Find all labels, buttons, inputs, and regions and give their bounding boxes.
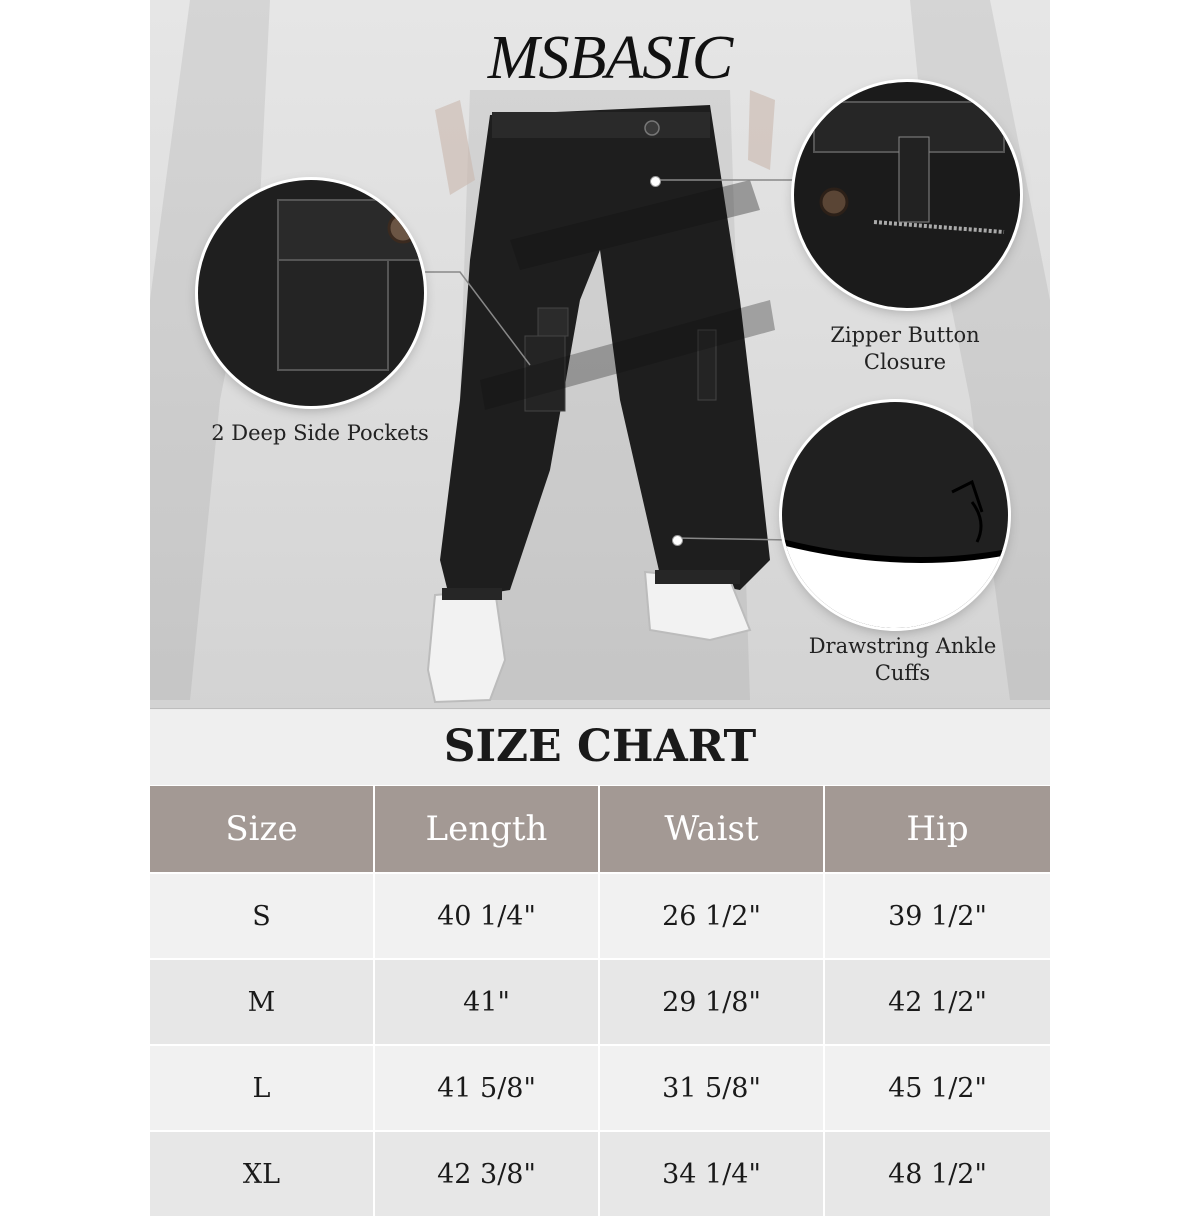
header-size: Size xyxy=(150,786,375,872)
cell-length: 41 5/8" xyxy=(375,1044,600,1130)
table-row xyxy=(150,1130,1050,1216)
cell-size: L xyxy=(150,1044,375,1130)
closure-detail-image xyxy=(794,82,1020,308)
table-row xyxy=(150,958,1050,1044)
cell-hip: 39 1/2" xyxy=(825,872,1050,958)
cuff-detail-image xyxy=(782,402,1008,628)
closure-label-line1: Zipper Button xyxy=(830,323,980,347)
cell-size: S xyxy=(150,872,375,958)
table-row xyxy=(150,872,1050,958)
header-waist: Waist xyxy=(600,786,825,872)
leader-dot-closure xyxy=(650,176,661,187)
cell-length: 42 3/8" xyxy=(375,1130,600,1216)
cell-hip: 42 1/2" xyxy=(825,958,1050,1044)
pockets-label: 2 Deep Side Pockets xyxy=(211,421,429,445)
cuffs-label-line2: Cuffs xyxy=(874,661,931,685)
size-chart-title: SIZE CHART xyxy=(443,721,757,772)
size-chart-header-row xyxy=(150,786,1050,872)
header-hip: Hip xyxy=(825,786,1050,872)
cuffs-label xyxy=(795,633,1010,687)
closure-label xyxy=(810,322,1000,376)
cell-length: 41" xyxy=(375,958,600,1044)
cell-waist: 31 5/8" xyxy=(600,1044,825,1130)
cell-hip: 48 1/2" xyxy=(825,1130,1050,1216)
brand-logo-text: MSBASIC xyxy=(487,24,733,92)
cell-waist: 34 1/4" xyxy=(600,1130,825,1216)
cell-waist: 26 1/2" xyxy=(600,872,825,958)
closure-label-line2: Closure xyxy=(863,350,947,374)
brand-logo xyxy=(440,18,780,98)
cell-length: 40 1/4" xyxy=(375,872,600,958)
cell-hip: 45 1/2" xyxy=(825,1044,1050,1130)
cell-waist: 29 1/8" xyxy=(600,958,825,1044)
cuffs-label-line1: Drawstring Ankle xyxy=(808,634,997,658)
header-length: Length xyxy=(375,786,600,872)
size-chart-table xyxy=(150,786,1050,1216)
cell-size: XL xyxy=(150,1130,375,1216)
leader-dot-cuff xyxy=(672,535,683,546)
cell-size: M xyxy=(150,958,375,1044)
pocket-detail-image xyxy=(198,180,424,406)
table-row xyxy=(150,1044,1050,1130)
